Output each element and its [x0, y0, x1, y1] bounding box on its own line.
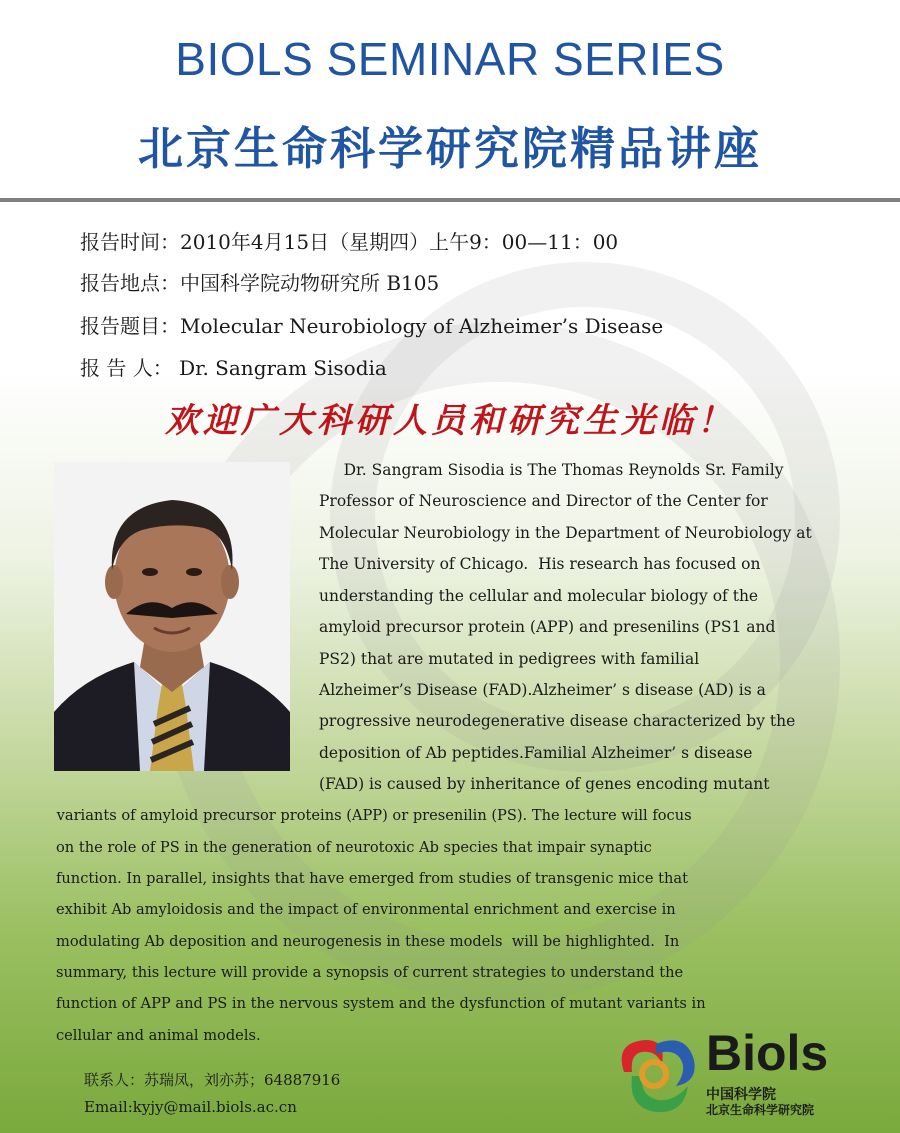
biols-logo [604, 1025, 834, 1120]
header [0, 0, 900, 198]
title-chinese: 北京生命科学研究院精品讲座 [137, 122, 762, 175]
bio-line: Professor of Neuroscience and Director of the Center for [319, 492, 768, 510]
title-english: BIOLS SEMINAR SERIES [175, 33, 725, 85]
bio-line: Molecular Neurobiology in the Department of Neurobiology at [319, 524, 812, 542]
bio-line: modulating Ab deposition and neurogenesis in these models will be highlighted. In [56, 933, 680, 950]
report-place: 报告地点：中国科学院动物研究所 B105 [80, 271, 440, 295]
bio-line: function of APP and PS in the nervous system and the dysfunction of mutant variants in [56, 995, 706, 1012]
bio-line: deposition of Ab peptides.Familial Alzheimer’ s disease [319, 744, 753, 762]
biols-logo-mark-icon [604, 1030, 704, 1120]
contact-email[interactable]: Email:kyjy@mail.biols.ac.cn [84, 1098, 297, 1116]
bio-line: progressive neurodegenerative disease characterized by the [319, 712, 796, 730]
bio-line: amyloid precursor protein (APP) and presenilins (PS1 and [319, 618, 776, 636]
logo-institute: 北京生命科学研究院 [706, 1103, 815, 1117]
contact-people: 联系人：苏瑞凤，刘亦苏；64887916 [84, 1071, 341, 1089]
bio-line: (FAD) is caused by inheritance of genes encoding mutant [319, 775, 770, 793]
welcome-banner: 欢迎广大科研人员和研究生光临！ [165, 401, 735, 441]
bio-line: function. In parallel, insights that have emerged from studies of transgenic mice that [56, 870, 688, 887]
bio-line: understanding the cellular and molecular biology of the [319, 587, 759, 605]
bio-line: The University of Chicago. His research has focused on [319, 555, 761, 573]
bio-line: Alzheimer’s Disease (FAD).Alzheimer’ s disease (AD) is a [319, 681, 766, 699]
bio-line: cellular and animal models. [56, 1027, 261, 1044]
logo-wordmark: Biols [706, 1025, 829, 1081]
bio-line: Dr. Sangram Sisodia is The Thomas Reynolds Sr. Family [319, 461, 784, 479]
report-time: 报告时间：2010年4月15日（星期四）上午9：00—11：00 [80, 230, 619, 254]
bio-line: summary, this lecture will provide a synopsis of current strategies to understand the [56, 964, 684, 981]
report-speaker: 报 告 人： Dr. Sangram Sisodia [80, 356, 387, 380]
bio-line: exhibit Ab amyloidosis and the impact of environmental enrichment and exercise in [56, 901, 676, 918]
report-topic: 报告题目：Molecular Neurobiology of Alzheimer’s Disease [80, 314, 664, 338]
bio-line: on the role of PS in the generation of neurotoxic Ab species that impair synaptic [56, 839, 652, 856]
speaker-portrait-icon [54, 462, 290, 771]
bio-line: PS2) that are mutated in pedigrees with familial [319, 650, 700, 668]
logo-cas: 中国科学院 [706, 1087, 776, 1103]
bio-line: variants of amyloid precursor proteins (APP) or presenilin (PS). The lecture will focus [52, 807, 692, 824]
speaker-photo [54, 462, 290, 771]
